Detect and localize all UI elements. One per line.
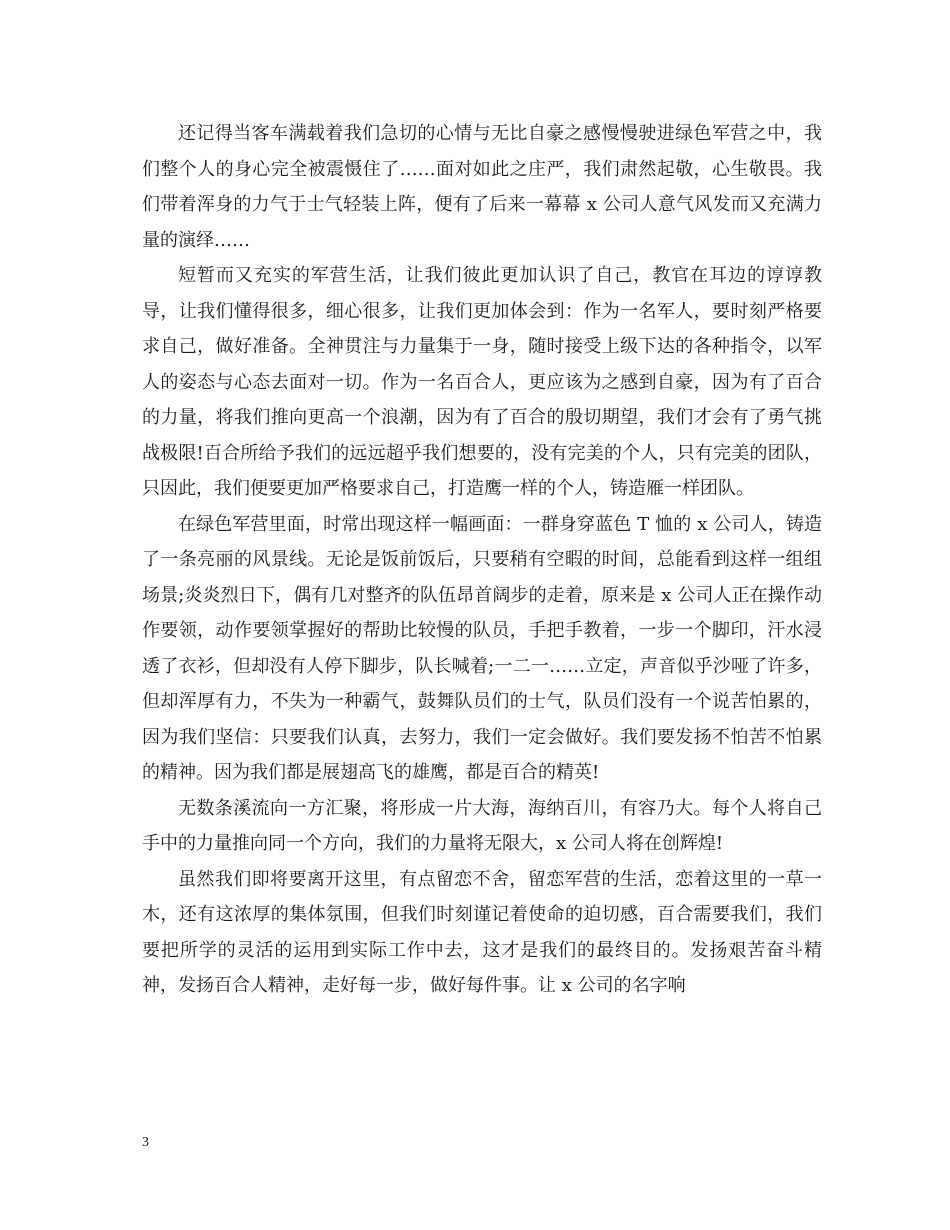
paragraph-1: 还记得当客车满载着我们急切的心情与无比自豪之感慢慢驶进绿色军营之中，我们整个人的身心完全被震慑住了……面对如此之庄严，我们肃然起敬，心生敬畏。我们带着浑身的力气于士气轻装上阵，便有了后来一幕幕 x 公司人意气风发而又充满力量的演绎…… — [142, 123, 822, 251]
paragraph-3: 在绿色军营里面，时常出现这样一幅画面：一群身穿蓝色 T 恤的 x 公司人，铸造了一条亮丽的风景线。无论是饭前饭后，只要稍有空暇的时间，总能看到这样一组组场景;炎炎烈日下，偶有几对整齐的队伍昂首阔步的走着，原来是 x 公司人正在操作动作要领，动作要领掌握好的帮助比较慢的队员，手把手教着，一步一个脚印，汗水浸透了衣衫，但却没有人停下脚步，队长喊着;一二一……立定，声音似乎沙哑了许多，但却浑厚有力，不失为一种霸气，鼓舞队员们的士气，队员们没有一个说苦怕累的，因为我们坚信：只要我们认真，去努力，我们一定会做好。我们要发扬不怕苦不怕累的精神。因为我们都是展翅高飞的雄鹰，都是百合的精英! — [142, 513, 822, 783]
document-body — [142, 116, 822, 1004]
paragraph-5: 虽然我们即将要离开这里，有点留恋不舍，留恋军营的生活，恋着这里的一草一木，还有这浓厚的集体氛围，但我们时刻谨记着使命的迫切感，百合需要我们，我们要把所学的灵活的运用到实际工作中去，这才是我们的最终目的。发扬艰苦奋斗精神，发扬百合人精神，走好每一步，做好每件事。让 x 公司的名字响 — [142, 868, 822, 996]
page-number: 3 — [142, 1135, 149, 1150]
paragraph-4: 无数条溪流向一方汇聚，将形成一片大海，海纳百川，有容乃大。每个人将自己手中的力量推向同一个方向，我们的力量将无限大，x 公司人将在创辉煌! — [142, 797, 822, 854]
paragraph-2: 短暂而又充实的军营生活，让我们彼此更加认识了自己，教官在耳边的谆谆教导，让我们懂得很多，细心很多，让我们更加体会到：作为一名军人，要时刻严格要求自己，做好准备。全神贯注与力量集于一身，随时接受上级下达的各种指令，以军人的姿态与心态去面对一切。作为一名百合人，更应该为之感到自豪，因为有了百合的力量，将我们推向更高一个浪潮，因为有了百合的殷切期望，我们才会有了勇气挑战极限!百合所给予我们的远远超乎我们想要的，没有完美的个人，只有完美的团队，只因此，我们便要更加严格要求自己，打造鹰一样的个人，铸造雁一样团队。 — [142, 265, 822, 499]
